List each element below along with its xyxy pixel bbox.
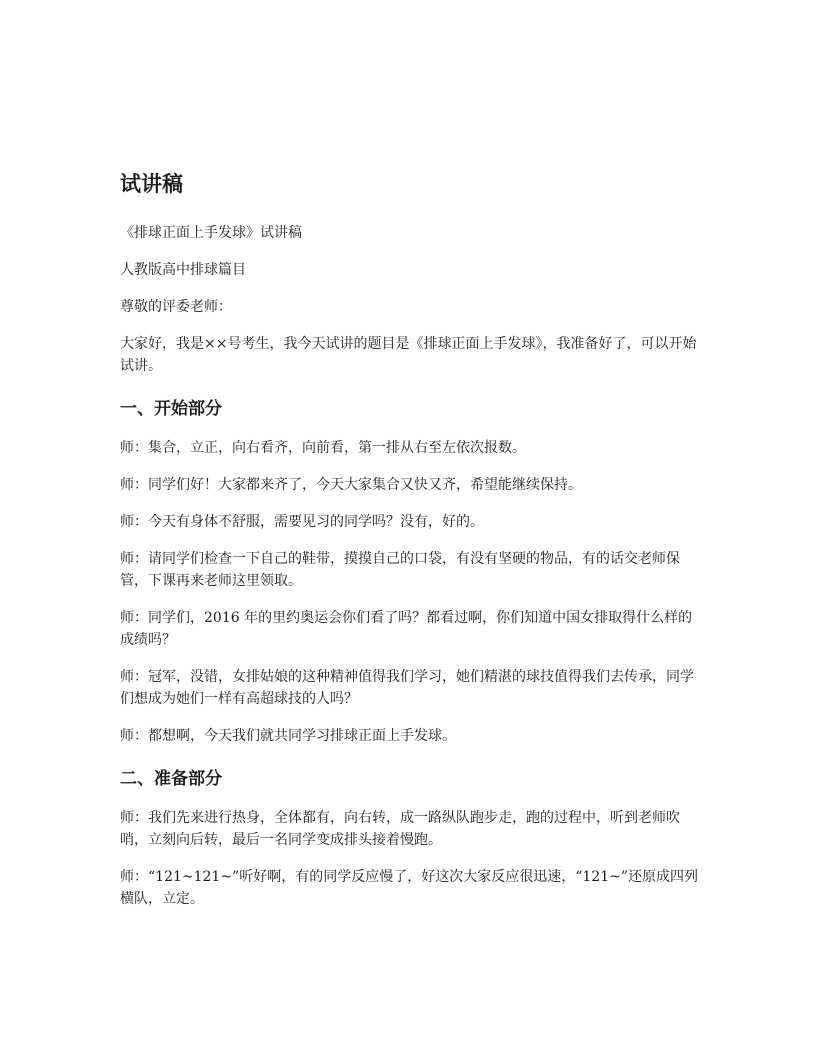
document-title: 试讲稿 — [120, 172, 183, 196]
paragraph: 师：我们先来进行热身，全体都有，向右转，成一路纵队跑步走，跑的过程中，听到老师吹哨，立刻向后转，最后一名同学变成排头接着慢跑。 — [120, 810, 680, 848]
paragraph-lesson-title: 《排球正面上手发球》试讲稿 — [120, 225, 302, 241]
paragraph: 师：请同学们检查一下自己的鞋带，摸摸自己的口袋，有没有坚硬的物品，有的话交老师保管，下课再来老师这里领取。 — [120, 551, 680, 589]
section-heading-prepare: 二、准备部分 — [120, 769, 222, 789]
paragraph: 师：同学们，2016 年的里约奥运会你们看了吗？都看过啊，你们知道中国女排取得什么样的成绩吗？ — [120, 610, 693, 648]
paragraph: 师：同学们好！大家都来齐了，今天大家集合又快又齐，希望能继续保持。 — [120, 477, 582, 493]
paragraph: 师：今天有身体不舒服，需要见习的同学吗？没有，好的。 — [120, 514, 484, 530]
paragraph-greeting: 大家好，我是××号考生，我今天试讲的题目是《排球正面上手发球》，我准备好了，可以开始试讲。 — [120, 336, 697, 374]
section-heading-start: 一、开始部分 — [120, 399, 222, 419]
paragraph: 师：“121~121~”听好啊，有的同学反应慢了，好这次大家反应很迅速，“121~”还原成四列横队，立定。 — [120, 869, 698, 907]
paragraph-textbook: 人教版高中排球篇目 — [120, 262, 246, 278]
paragraph: 师：冠军，没错，女排姑娘的这种精神值得我们学习，她们精湛的球技值得我们去传承，同学们想成为她们一样有高超球技的人吗？ — [120, 669, 694, 707]
paragraph-salutation: 尊敬的评委老师： — [120, 299, 232, 315]
document-page — [120, 170, 706, 925]
paragraph: 师：都想啊，今天我们就共同学习排球正面上手发球。 — [120, 728, 456, 744]
paragraph: 师：集合，立正，向右看齐，向前看，第一排从右至左依次报数。 — [120, 440, 526, 456]
